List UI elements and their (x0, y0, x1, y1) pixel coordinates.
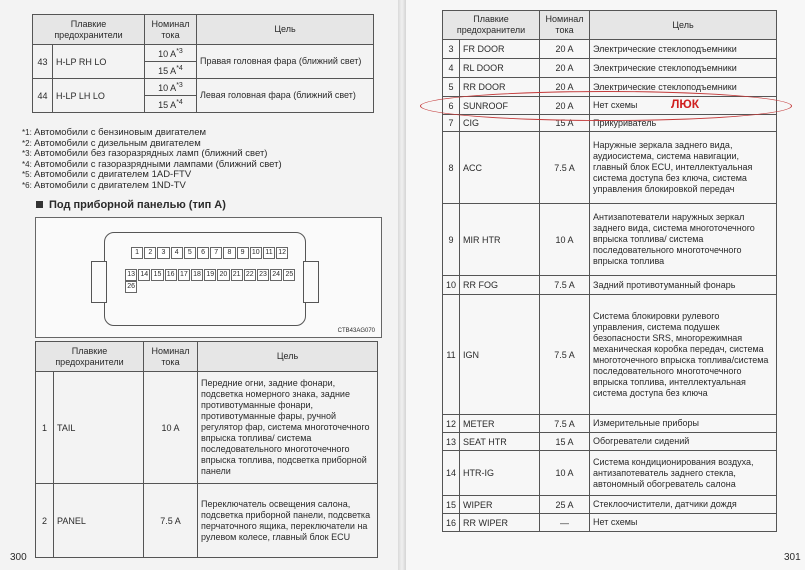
table-row (33, 79, 374, 96)
table-row (443, 59, 777, 78)
fuse-name: FR DOOR (460, 40, 540, 59)
page-number-left: 300 (10, 552, 27, 563)
fuse-pin: 22 (244, 269, 256, 281)
fuse-rating: 15 A (540, 433, 590, 451)
header-rating: Номинал тока (540, 11, 590, 40)
fuse-number: 15 (443, 496, 460, 514)
table-row (443, 295, 777, 415)
fuse-purpose: Электрические стеклоподъемники (590, 59, 777, 78)
header-fuse: Плавкие предохранители (33, 15, 145, 45)
fuse-pin: 4 (171, 247, 183, 259)
fuse-purpose: Нет схемы (590, 514, 777, 532)
fuse-pin: 8 (223, 247, 235, 259)
fuse-purpose: Электрические стеклоподъемники (590, 78, 777, 97)
fuse-table-right (442, 10, 777, 532)
fuse-name: PANEL (54, 484, 144, 558)
header-purpose: Цель (198, 342, 378, 372)
connector-lug-right (303, 261, 319, 303)
fuse-rating: 10 A (540, 204, 590, 276)
fuse-pin: 5 (184, 247, 196, 259)
table-row (443, 514, 777, 532)
fuse-pin: 10 (250, 247, 262, 259)
fuse-name: ACC (460, 132, 540, 204)
fuse-rating: — (540, 514, 590, 532)
fuse-pin: 26 (125, 281, 137, 293)
footnote: *2: Автомобили с дизельным двигателем (22, 137, 201, 149)
fuse-number: 5 (443, 78, 460, 97)
fuse-pin: 24 (270, 269, 282, 281)
fuse-name: TAIL (54, 372, 144, 484)
fuse-rating: 20 A (540, 40, 590, 59)
fuse-table-top (32, 14, 374, 113)
fuse-rating: 7.5 A (540, 415, 590, 433)
fuse-pin: 7 (210, 247, 222, 259)
fuse-pin: 14 (138, 269, 150, 281)
fuse-rating: 7.5 A (144, 484, 198, 558)
page-number-right: 301 (784, 552, 801, 563)
fuse-rating: 15 $A^{*4}$ (145, 96, 197, 113)
fuse-rating: 25 A (540, 496, 590, 514)
fuse-pin: 6 (197, 247, 209, 259)
fuse-number: 1 (36, 372, 54, 484)
fuse-purpose: Задний противотуманный фонарь (590, 276, 777, 295)
table-row (443, 451, 777, 496)
fuse-name: RR DOOR (460, 78, 540, 97)
footnote: *1: Автомобили с бензиновым двигателем (22, 127, 207, 138)
fuse-purpose: Электрические стеклоподъемники (590, 40, 777, 59)
fuse-rating: 7.5 A (540, 295, 590, 415)
fuse-number: 43 (33, 45, 53, 79)
fuse-number: 6 (443, 97, 460, 115)
footnotes (22, 128, 282, 191)
pin-row-top (131, 247, 289, 259)
table-row (443, 276, 777, 295)
fuse-name: SEAT HTR (460, 433, 540, 451)
fuse-number: 13 (443, 433, 460, 451)
fuse-number: 44 (33, 79, 53, 113)
fuse-number: 12 (443, 415, 460, 433)
fuse-name: H-LP RH LO (53, 45, 145, 79)
fuse-pin: 12 (276, 247, 288, 259)
table-row (36, 372, 378, 484)
table-row (443, 132, 777, 204)
fuse-pin: 23 (257, 269, 269, 281)
fuse-pin: 9 (237, 247, 249, 259)
fuse-pin: 17 (178, 269, 190, 281)
fuse-purpose: Левая головная фара (ближний свет) (197, 79, 374, 113)
fuse-pin: 19 (204, 269, 216, 281)
fuse-purpose: Стеклоочистители, датчики дождя (590, 496, 777, 514)
fuse-pin: 1 (131, 247, 143, 259)
footnote: *5: Автомобили с двигателем 1AD-FTV (22, 169, 192, 180)
highlight-oval (420, 91, 792, 121)
fuse-rating: 10 $A^{*3}$ (145, 45, 197, 62)
fuse-pin: 16 (165, 269, 177, 281)
fuse-rating: 10 A (144, 372, 198, 484)
fuse-name: H-LP LH LO (53, 79, 145, 113)
fuse-pin: 18 (191, 269, 203, 281)
fuse-pin: 3 (157, 247, 169, 259)
fuse-name: RR WIPER (460, 514, 540, 532)
header-purpose: Цель (197, 15, 374, 45)
fuse-pin: 15 (151, 269, 163, 281)
fuse-number: 2 (36, 484, 54, 558)
fuse-number: 3 (443, 40, 460, 59)
section-title: Под приборной панелью (тип A) (36, 199, 226, 211)
fuse-name: RR FOG (460, 276, 540, 295)
fuse-purpose: Передние огни, задние фонари, подсветка номерного знака, задние противотуманные фонари, противотуманные фары, ручной регулятор фар, система многоточечного впрыска топлива/ система последовательного многоточечного впрыска топлива, подсветка приборной панели (198, 372, 378, 484)
fuse-number: 7 (443, 115, 460, 132)
fuse-rating: 10 A (540, 451, 590, 496)
fuse-number: 16 (443, 514, 460, 532)
fuse-name: WIPER (460, 496, 540, 514)
footnote: *3: Автомобили без газоразрядных ламп (ближний свет) (22, 148, 268, 159)
fuse-pin: 25 (283, 269, 295, 281)
header-purpose: Цель (590, 11, 777, 40)
fuse-purpose: Наружные зеркала заднего вида, аудиосистема, система навигации, главный блок ECU, интеллектуальная система доступа без ключа, система управления блокировкой передач (590, 132, 777, 204)
fuse-number: 11 (443, 295, 460, 415)
fuse-rating: 20 A (540, 97, 590, 115)
fuse-name: IGN (460, 295, 540, 415)
square-bullet-icon (36, 201, 43, 208)
fuse-table-left (35, 341, 378, 558)
fuse-rating: 10 $A^{*3}$ (145, 79, 197, 96)
fuse-purpose: Обогреватели сидений (590, 433, 777, 451)
table-row (443, 40, 777, 59)
header-rating: Номинал тока (144, 342, 198, 372)
fuse-rating: 15 $A^{*4}$ (145, 62, 197, 79)
book-spine (398, 0, 406, 570)
header-fuse: Плавкие предохранители (36, 342, 144, 372)
fuse-rating: 20 A (540, 78, 590, 97)
fuse-pin: 2 (144, 247, 156, 259)
header-rating: Номинал тока (145, 15, 197, 45)
table-row (443, 433, 777, 451)
fuse-name: SUNROOF (460, 97, 540, 115)
footnote: *4: Автомобили с газоразрядными лампами (ближний свет) (22, 158, 282, 170)
fuse-pin: 13 (125, 269, 137, 281)
footnote: *6: Автомобили с двигателем 1ND-TV (22, 179, 186, 191)
connector-outline (104, 232, 306, 326)
table-row (443, 204, 777, 276)
table-row (443, 415, 777, 433)
fuse-number: 8 (443, 132, 460, 204)
fuse-rating: 15 A (540, 115, 590, 132)
pin-row-bottom (125, 269, 305, 293)
diagram-caption: CTB43AG070 (337, 328, 375, 334)
fuse-purpose: Антизапотеватели наружных зеркал заднего вида, система многоточечного впрыска топлива/ система последовательного многоточечного впрыска топлива (590, 204, 777, 276)
header-fuse: Плавкие предохранители (443, 11, 540, 40)
fuse-purpose: Измерительные приборы (590, 415, 777, 433)
fuse-number: 14 (443, 451, 460, 496)
fuse-name: MIR HTR (460, 204, 540, 276)
fuse-number: 4 (443, 59, 460, 78)
fuse-box-diagram (35, 217, 382, 338)
fuse-number: 9 (443, 204, 460, 276)
fuse-number: 10 (443, 276, 460, 295)
fuse-rating: 20 A (540, 59, 590, 78)
fuse-purpose: Прикуриватель (590, 115, 777, 132)
fuse-rating: 7.5 A (540, 276, 590, 295)
fuse-pin: 11 (263, 247, 275, 259)
fuse-purpose: Система блокировки рулевого управления, система подушек безопасности SRS, многорежимная механическая коробка передач, система многоточечного впрыска топлива/система последовательного многоточечного впрыска топлива, интеллектуальная система доступа без ключа (590, 295, 777, 415)
fuse-pin: 21 (231, 269, 243, 281)
fuse-name: RL DOOR (460, 59, 540, 78)
annotation-label: ЛЮК (671, 97, 700, 111)
table-row (33, 45, 374, 62)
fuse-name: METER (460, 415, 540, 433)
fuse-purpose: Нет схемы (590, 97, 777, 115)
fuse-rating: 7.5 A (540, 132, 590, 204)
fuse-purpose: Система кондиционирования воздуха, антизапотеватель заднего стекла, автономный обогреватель салона (590, 451, 777, 496)
fuse-purpose: Правая головная фара (ближний свет) (197, 45, 374, 79)
fuse-name: HTR-IG (460, 451, 540, 496)
table-row (443, 496, 777, 514)
fuse-pin: 20 (217, 269, 229, 281)
connector-lug-left (91, 261, 107, 303)
fuse-name: CIG (460, 115, 540, 132)
table-row (36, 484, 378, 558)
fuse-purpose: Переключатель освещения салона, подсветка приборной панели, подсветка перчаточного ящика, переключатели на рулевом колесе, главный блок ECU (198, 484, 378, 558)
